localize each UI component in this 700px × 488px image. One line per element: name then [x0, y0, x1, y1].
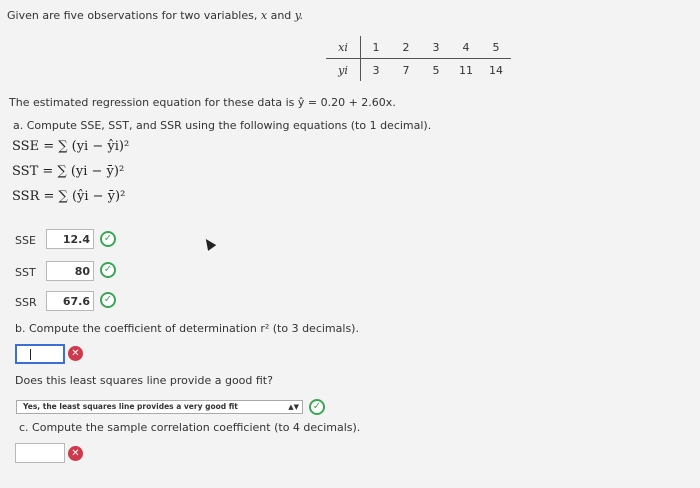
x-row-label: xi: [326, 36, 361, 59]
ssr-formula: SSR = ∑ (ŷi − ȳ)²: [12, 189, 126, 204]
fit-question: Does this least squares line provide a good fit?: [15, 374, 273, 387]
incorrect-x-icon: ✕: [68, 446, 83, 461]
correct-check-icon: ✓: [100, 231, 116, 247]
sst-input[interactable]: 80: [46, 261, 94, 281]
correct-check-icon: ✓: [100, 262, 116, 278]
r-squared-input[interactable]: [15, 344, 65, 364]
y-value: 7: [402, 63, 410, 77]
sst-formula: SST = ∑ (yi − ȳ)²: [12, 164, 125, 179]
y-value: 3: [372, 63, 380, 77]
correct-check-icon: ✓: [100, 292, 116, 308]
x-value: 5: [481, 36, 511, 59]
part-a-question: a. Compute SSE, SST, and SSR using the following equations (to 1 decimal).: [13, 119, 432, 132]
x-value: 1: [361, 36, 392, 59]
y-value: 5: [432, 63, 440, 77]
x-value: 2: [391, 36, 421, 59]
part-c-question: c. Compute the sample correlation coefficient (to 4 decimals).: [19, 421, 361, 434]
text-caret: [30, 349, 31, 360]
x-value: 4: [451, 36, 481, 59]
y-row-label: yi: [326, 59, 361, 82]
observation-table: [326, 36, 511, 81]
incorrect-x-icon: ✕: [68, 346, 83, 361]
sse-input[interactable]: 12.4: [46, 229, 94, 249]
y-value: 11: [459, 63, 473, 77]
correlation-input[interactable]: [15, 443, 65, 463]
x-value: 3: [421, 36, 451, 59]
fit-dropdown[interactable]: Yes, the least squares line provides a very good fit ▲▼: [16, 400, 303, 414]
regression-equation: The estimated regression equation for these data is ŷ = 0.20 + 2.60x.: [9, 96, 396, 109]
ssr-input[interactable]: 67.6: [46, 291, 94, 311]
correct-check-icon: ✓: [309, 399, 325, 415]
ssr-label: SSR: [15, 296, 37, 309]
sse-label: SSE: [15, 234, 36, 247]
y-value: 14: [489, 63, 503, 77]
sse-formula: SSE = ∑ (yi − ŷi)²: [12, 139, 130, 154]
part-b-question: b. Compute the coefficient of determination r² (to 3 decimals).: [15, 322, 359, 335]
sst-label: SST: [15, 266, 36, 279]
dropdown-arrow-icon: ▲▼: [288, 403, 299, 411]
intro-text: Given are five observations for two variables, x and y.: [7, 9, 304, 22]
mouse-cursor-icon: [202, 236, 217, 251]
